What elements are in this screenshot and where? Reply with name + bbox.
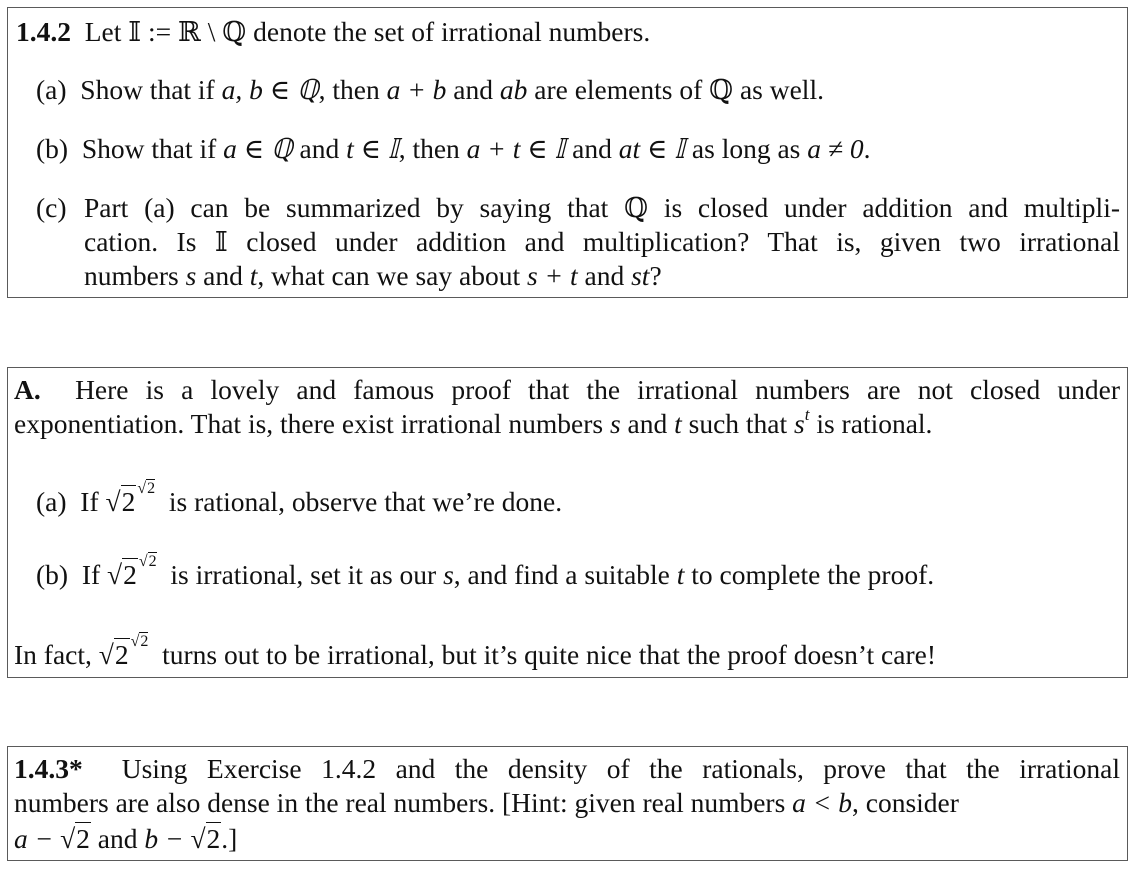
exercise-1-4-3-line-2: numbers are also dense in the real numbers. [Hint: given real numbers a < b, consider bbox=[14, 787, 959, 818]
part-c-line-3: numbers s and t, what can we say about s + t and st? bbox=[84, 260, 662, 291]
exercise-A-line-2: exponentiation. That is, there exist irrational numbers s and t such that $s^t$ is rational. bbox=[14, 405, 933, 439]
sqrt2-power-sqrt2: √2 bbox=[105, 486, 136, 517]
exercise-1-4-3-line-1: 1.4.3* Using Exercise 1.4.2 and the density of the rationals, prove that the irrational bbox=[14, 753, 1121, 784]
part-c-line-2: cation. Is 𝕀 closed under addition and multiplication? That is, given two irrational bbox=[84, 226, 1120, 257]
exercise-1-4-2-intro: 1.4.2 Let 𝕀 := ℝ \ ℚ denote the set of irrational numbers. bbox=[16, 16, 651, 47]
part-c-line-1: Part (a) can be summarized by saying that ℚ is closed under addition and multipli- bbox=[84, 192, 1120, 223]
exercise-A-line-1: A. Here is a lovely and famous proof that the irrational numbers are not closed under bbox=[14, 374, 1120, 405]
exercise-label: A. bbox=[14, 374, 41, 405]
part-b: (b) If √2 $^{√2}$ is irrational, set it as our s, and find a suitable t to complete the proof. bbox=[36, 553, 935, 590]
part-a: (a) Show that if a, b ∈ ℚ, then a + b and ab are elements of ℚ as well. bbox=[36, 74, 824, 105]
sqrt2-power-sqrt2: √2 bbox=[98, 639, 129, 670]
exercise-A-box bbox=[7, 367, 1128, 678]
part-a: (a) If √2 $^{√2}$ is rational, observe that we’re done. bbox=[36, 480, 563, 517]
exercise-1-4-2-box bbox=[7, 7, 1128, 298]
exercise-A-closing: In fact, √2 $^{√2}$ turns out to be irrational, but it’s quite nice that the proof doesn’t care! bbox=[14, 633, 936, 670]
part-label: (b) bbox=[36, 133, 69, 164]
sqrt2-power-sqrt2: √2 bbox=[107, 559, 137, 590]
part-b: (b) Show that if a ∈ ℚ and t ∈ 𝕀, then a + t ∈ 𝕀 and at ∈ 𝕀 as long as a ≠ 0. bbox=[36, 133, 871, 164]
exercise-number: 1.4.3* bbox=[14, 753, 83, 784]
set-definition: 𝕀 := ℝ \ ℚ bbox=[128, 16, 247, 47]
exercise-1-4-3-box bbox=[7, 746, 1128, 861]
part-label: (a) bbox=[36, 74, 67, 105]
exercise-number: 1.4.2 bbox=[16, 16, 71, 47]
part-c-label: (c) bbox=[36, 192, 67, 223]
exercise-1-4-3-line-3: a − √2 and b − √2.] bbox=[14, 823, 238, 854]
